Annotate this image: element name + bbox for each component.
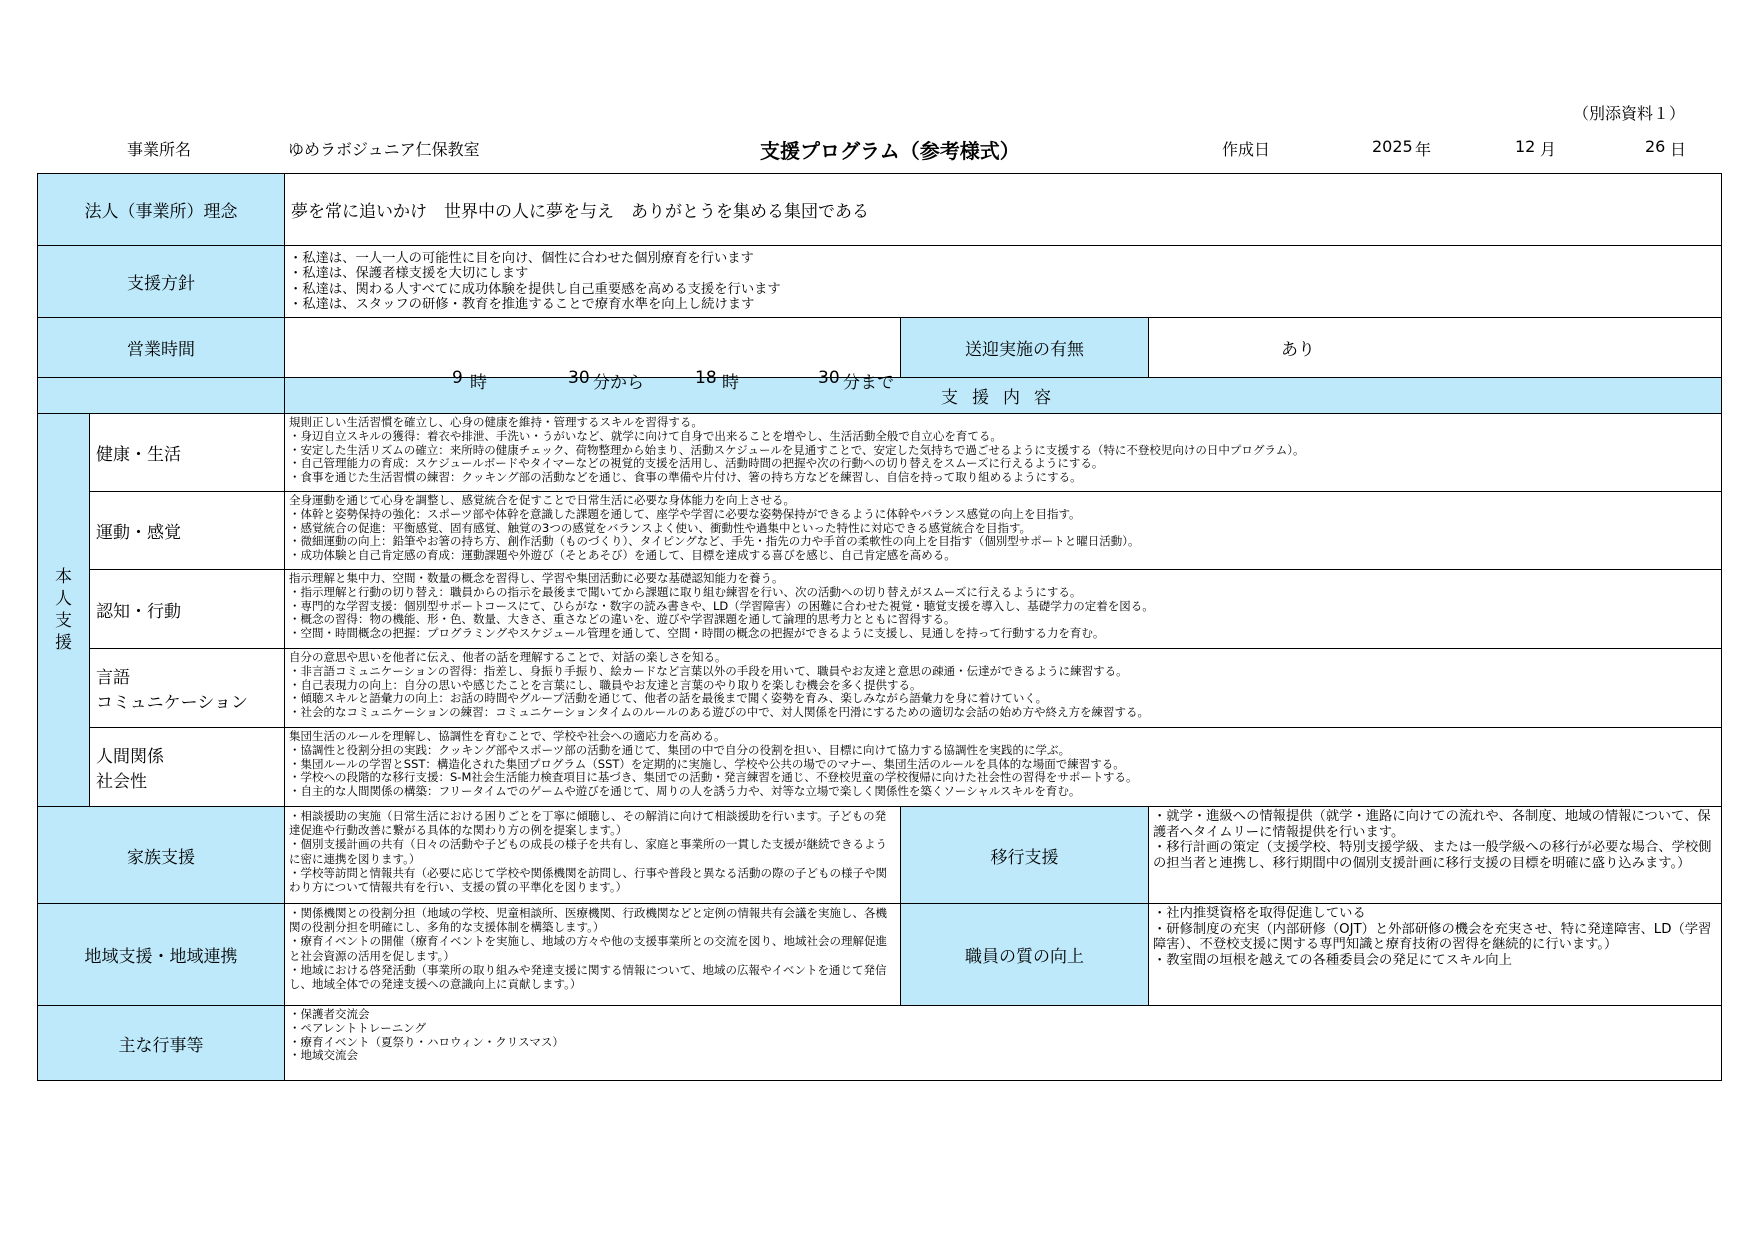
- policy-line: ・私達は、スタッフの研修・教育を推進することで療育水準を向上し続けます: [289, 297, 755, 312]
- attachment-note: （別添資料１）: [1573, 104, 1686, 123]
- transport-value: あり: [1149, 318, 1722, 378]
- event-item: ・療育イベント（夏祭り・ハロウィン・クリスマス）: [289, 1034, 564, 1049]
- staff-quality-text: ・社内推奨資格を取得促進している ・研修制度の充実（内部研修（OJT）と外部研修の機会を充実させ、特に発達障害、LD（学習障害）、不登校支援に関する専門知識と療育技術の習得を継続的に行います。） ・教室間の垣根を越えての各種委員会の発足にてスキル向上: [1149, 904, 1722, 1006]
- event-item: ・ペアレントトレーニング: [289, 1020, 427, 1035]
- transition-support-label: 移行支援: [901, 807, 1149, 904]
- staff-quality-label: 職員の質の向上: [901, 904, 1149, 1006]
- day-unit: 日: [1670, 140, 1687, 159]
- philosophy-text: 夢を常に追いかけ 世界中の人に夢を与え ありがとうを集める集団である: [285, 174, 1722, 246]
- event-item: ・保護者交流会: [289, 1007, 370, 1021]
- area-cognition-behavior-content: 指示理解と集中力、空間・数量の概念を習得し、学習や集団活動に必要な基礎認知能力を養う。 ・指示理解と行動の切り替え：職員からの指示を最後まで聞いてから課題に取り組む練習を行い、次の活動への切り替えがスムーズに行えるようにする。 ・専門的な学習支援：個別型サポートコースにて、ひらがな・数字の読み書きや、LD（学習障害）の困難に合わせた視覚・聴覚支援を導入し、基礎学力の定着を図る。 ・概念の習得：物の機能、形・色、数量、大きさ、重さなどの違いを、遊びや学習課題を通して論理的思考力とともに習得する。 ・空間・時間概念の把握：プログラミングやスケジュール管理を通して、空間・時間の概念の把握ができるように支援し、見通しを持って行動する力を育む。: [285, 570, 1722, 649]
- end-hour: 18: [695, 367, 717, 388]
- transition-support-text: ・就学・進級への情報提供（就学・進路に向けての流れや、各制度、地域の情報について、保護者へタイムリーに情報提供を行います。 ・移行計画の策定（支援学校、特別支援学級、または一般学級への移行が必要な場合、学校側の担当者と連携し、移行期間中の個別支援計画に移行支援の目標を明確に盛り込みます。）: [1149, 807, 1722, 904]
- start-hour: 9: [452, 367, 463, 388]
- support-content-header: 支援内容: [285, 378, 1722, 414]
- page-title: 支援プログラム（参考様式）: [760, 139, 1020, 163]
- area-relationships-sociality: 人間関係 社会性: [90, 728, 285, 807]
- start-hour-unit: 時: [470, 372, 487, 393]
- area-motor-sensory: 運動・感覚: [90, 492, 285, 570]
- community-support-text: ・関係機関との役割分担（地域の学校、児童相談所、医療機関、行政機関などと定例の情報共有会議を実施し、各機関の役割分担を明確にし、多角的な支援体制を構築します。） ・療育イベントの開催（療育イベントを実施し、地域の方々や他の支援事業所との交流を図り、地域社会の理解促進と社会資源の活用を促します。） ・地域における啓発活動（事業所の取り組みや発達支援に関する情報について、地域の広報やイベントを通じて発信し、地域全体での発達支援への意識向上に貢献します。）: [285, 904, 901, 1006]
- area-motor-sensory-content: 全身運動を通じて心身を調整し、感覚統合を促すことで日常生活に必要な身体能力を向上させる。 ・体幹と姿勢保持の強化：スポーツ部や体幹を意識した課題を通して、座学や学習に必要な姿勢保持ができるように体幹やバランス感覚の向上を目指す。 ・感覚統合の促進：平衡感覚、固有感覚、触覚の3つの感覚をバランスよく使い、衝動性や過集中といった特性に対応できる感覚統合を目指す。 ・微細運動の向上：鉛筆やお箸の持ち方、創作活動（ものづくり）、タイピングなど、手先・指先の力や手首の柔軟性の向上を目指す（個別型サポートと曜日活動）。 ・成功体験と自己肯定感の育成：運動課題や外遊び（そとあそび）を通して、目標を達成する喜びを感じ、自己肯定感を高める。: [285, 492, 1722, 570]
- family-support-text: ・相談援助の実施（日常生活における困りごとを丁寧に傾聴し、その解消に向けて相談援助を行います。子どもの発達促進や行動改善に繋がる具体的な関わり方の例を提案します。） ・個別支援計画の共有（日々の活動や子どもの成長の様子を共有し、家庭と事業所の一貫した支援が継続できるように密に連携を図ります。） ・学校等訪問と情報共有（必要に応じて学校や関係機関を訪問し、行事や普段と異なる活動の際の子どもの様子や関わり方について情報共有を行い、支援の質の平準化を図ります。）: [285, 807, 901, 904]
- end-minute: 30: [818, 367, 840, 388]
- area-language-communication: 言語 コミュニケーション: [90, 649, 285, 728]
- policy-line: ・私達は、一人一人の可能性に目を向け、個性に合わせた個別療育を行います: [289, 250, 754, 266]
- transport-label: 送迎実施の有無: [901, 318, 1149, 378]
- area-language-communication-content: 自分の意思や思いを他者に伝え、他者の話を理解することで、対話の楽しさを知る。 ・非言語コミュニケーションの習得：指差し、身振り手振り、絵カードなど言葉以外の手段を用いて、職員やお友達と意思の疎通・伝達ができるように練習する。 ・自己表現力の向上：自分の思いや感じたことを言葉にし、職員やお友達と言葉のやり取りを楽しむ機会を多く提供する。 ・傾聴スキルと語彙力の向上：お話の時間やグループ活動を通じて、他者の話を最後まで聞く姿勢を育み、楽しみながら語彙力を身に着けていく。 ・社会的なコミュニケーションの練習：コミュニケーションタイムのルールのある遊びの中で、対人関係を円滑にするための適切な会話の始め方や終え方を練習する。: [285, 649, 1722, 728]
- family-support-label: 家族支援: [38, 807, 285, 904]
- personal-support-label: 本 人 支 援: [38, 414, 90, 807]
- start-minute: 30: [568, 367, 590, 388]
- area-health-life-content: 規則正しい生活習慣を確立し、心身の健康を維持・管理するスキルを習得する。 ・身辺自立スキルの獲得：着衣や排泄、手洗い・うがいなど、就学に向けて自身で出来ることを増やし、生活活動全般で自立心を育てる。 ・安定した生活リズムの確立：来所時の健康チェック、荷物整理から始まり、活動スケジュールを見通すことで、安定した気持ちで過ごせるように支援する（特に不登校児向けの日中プログラム）。 ・自己管理能力の育成：スケジュールボードやタイマーなどの視覚的支援を活用し、活動時間の把握や次の行動への切り替えをスムーズに行えるようにする。 ・食事を通じた生活習慣の練習：クッキング部の活動などを通じ、食事の準備や片付け、箸の持ち方などを練習し、自信を持って取り組めるようにする。: [285, 414, 1722, 492]
- philosophy-label: 法人（事業所）理念: [38, 174, 285, 246]
- hours-label: 営業時間: [38, 318, 285, 378]
- policy-label: 支援方針: [38, 246, 285, 318]
- area-relationships-sociality-content: 集団生活のルールを理解し、協調性を育むことで、学校や社会への適応力を高める。 ・協調性と役割分担の実践：クッキング部やスポーツ部の活動を通じて、集団の中で自分の役割を担い、目標に向けて協力する協調性を実践的に学ぶ。 ・集団ルールの学習とSST：構造化された集団プログラム（SST）を定期的に実施し、学校や公共の場でのマナー、集団生活のルールを具体的な場面で練習する。 ・学校への段階的な移行支援：S-M社会生活能力検査項目に基づき、集団での活動・発言練習を通じ、不登校児童の学校復帰に向けた社会性の習得をサポートする。 ・自主的な人間関係の構築：フリータイムでのゲームや遊びを通じて、周りの人を誘う力や、対等な立場で楽しく関係性を築くソーシャルスキルを育む。: [285, 728, 1722, 807]
- policy-line: ・私達は、保護者様支援を大切にします: [289, 266, 529, 281]
- until-text: 分まで: [843, 372, 894, 393]
- created-month: 12: [1515, 137, 1536, 156]
- created-label: 作成日: [1222, 140, 1271, 159]
- hours-cell: [285, 318, 901, 393]
- policy-line: ・私達は、関わる人すべてに成功体験を提供し自己重要感を高める支援を行います: [289, 281, 781, 297]
- created-year: 2025: [1372, 137, 1413, 156]
- from-text: 分から: [593, 372, 644, 393]
- area-cognition-behavior: 認知・行動: [90, 570, 285, 649]
- end-hour-unit: 時: [722, 372, 739, 393]
- month-unit: 月: [1540, 140, 1557, 159]
- facility-label: 事業所名: [127, 140, 192, 159]
- area-health-life: 健康・生活: [90, 414, 285, 492]
- support-program-table: [37, 173, 1722, 1081]
- community-support-label: 地域支援・地域連携: [38, 904, 285, 1006]
- events-list: [285, 1006, 1722, 1081]
- year-unit: 年: [1415, 140, 1432, 159]
- event-item: ・地域交流会: [289, 1048, 358, 1063]
- policy-text: [285, 246, 1722, 318]
- events-label: 主な行事等: [38, 1006, 285, 1081]
- support-header-blank: [38, 378, 285, 414]
- created-day: 26: [1645, 137, 1666, 156]
- facility-name: ゆめラボジュニア仁保教室: [288, 140, 480, 159]
